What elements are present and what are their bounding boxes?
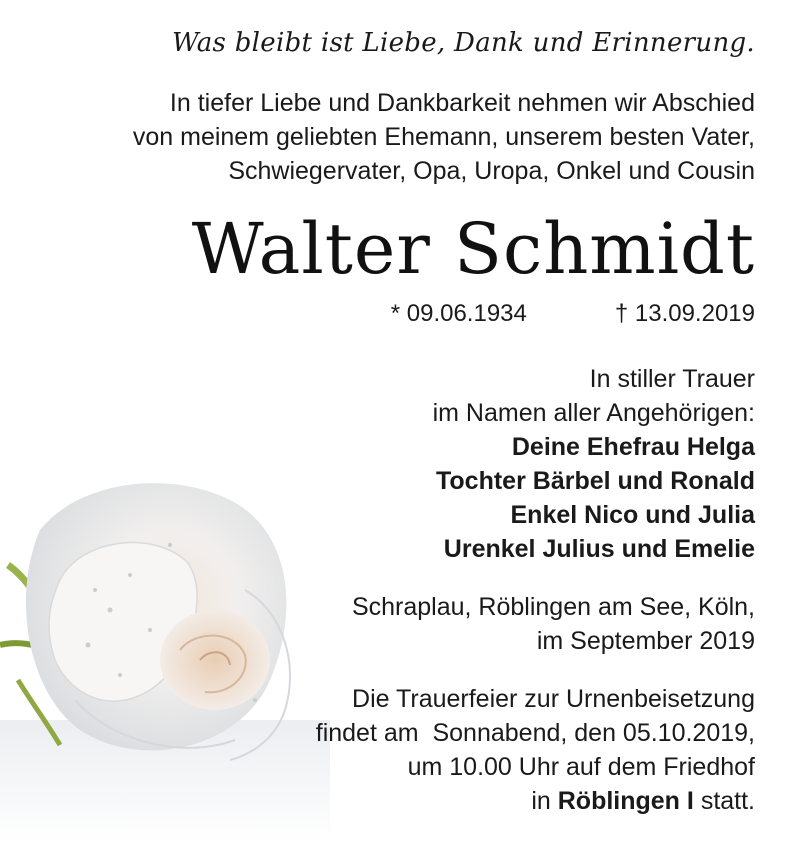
mourners-block xyxy=(433,362,755,566)
funeral-location-line xyxy=(316,784,755,818)
funeral-line: findet am Sonnabend, den 05.10.2019, xyxy=(315,719,755,747)
intro-line: von meinem geliebten Ehemann, unserem besten Vater, xyxy=(132,123,755,151)
funeral-info xyxy=(316,682,755,818)
birth-date: * 09.06.1934 xyxy=(390,300,527,327)
funeral-prefix: in xyxy=(531,787,551,815)
intro-line: Schwiegervater, Opa, Uropa, Onkel und Cousin xyxy=(228,157,755,185)
mourning-line: im Namen aller Angehörigen: xyxy=(432,399,755,427)
relative-name: Tochter Bärbel und Ronald xyxy=(436,467,755,495)
death-date: † 13.09.2019 xyxy=(614,300,755,327)
relative-name: Deine Ehefrau Helga xyxy=(511,433,755,461)
white-rose-image xyxy=(0,470,330,844)
relative-name: Enkel Nico und Julia xyxy=(510,501,755,529)
intro-line: In tiefer Liebe und Dankbarkeit nehmen wir Abschied xyxy=(169,89,755,117)
places-block xyxy=(352,590,755,658)
mourning-line: In stiller Trauer xyxy=(589,365,755,393)
funeral-line: um 10.00 Uhr auf dem Friedhof xyxy=(407,753,755,781)
funeral-suffix: statt. xyxy=(700,787,755,815)
funeral-location: Röblingen I xyxy=(557,787,694,815)
places-line: Schraplau, Röblingen am See, Köln, xyxy=(351,593,755,621)
relative-name: Urenkel Julius und Emelie xyxy=(443,535,755,563)
deceased-name: Walter Schmidt xyxy=(191,208,755,290)
places-line: im September 2019 xyxy=(536,627,755,655)
life-dates xyxy=(391,300,755,328)
funeral-line: Die Trauerfeier zur Urnenbeisetzung xyxy=(352,685,755,713)
motto: Was bleibt ist Liebe, Dank und Erinnerung. xyxy=(171,28,755,58)
intro-text xyxy=(133,86,755,188)
